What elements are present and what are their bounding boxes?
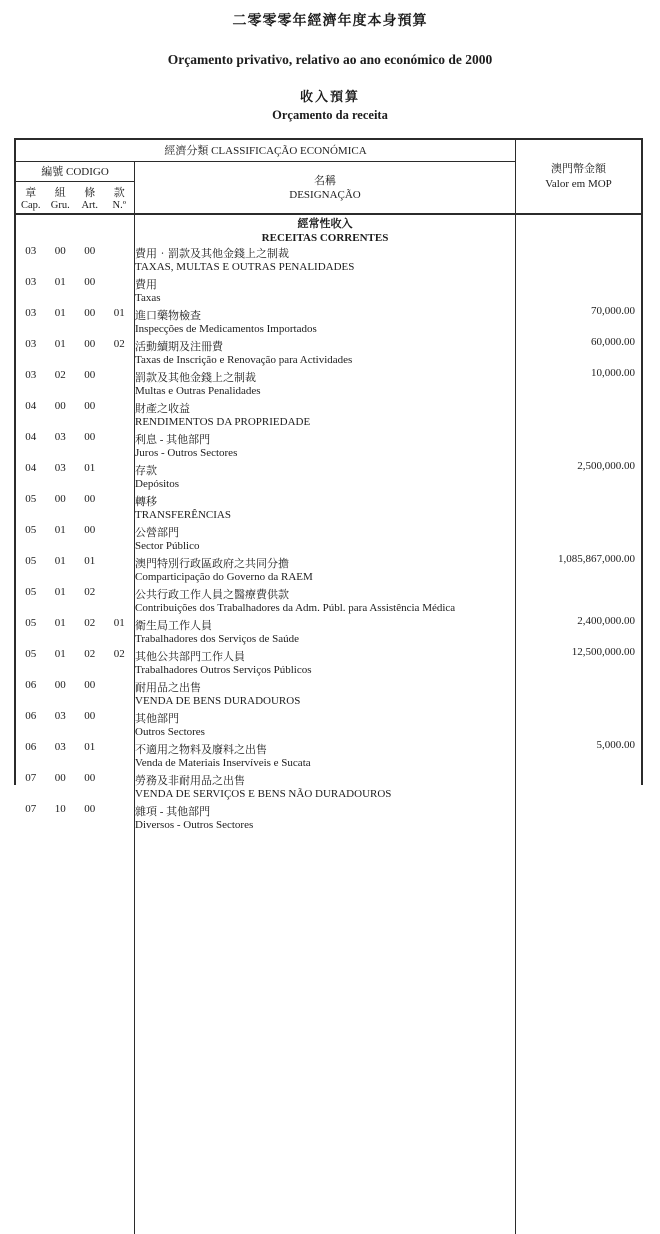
row-codes [16, 710, 135, 738]
row-codes [16, 772, 135, 800]
code-cap: 05 [25, 555, 37, 567]
amount-value: 12,500,000.00 [571, 646, 635, 658]
code-n [105, 741, 135, 754]
code-cap: 06 [25, 741, 37, 753]
designation-zh: 其他部門 [135, 713, 179, 725]
row-codes [16, 276, 135, 304]
code-subcolumn-headers [16, 182, 134, 213]
table-row [16, 803, 641, 834]
code-n: 01 [113, 307, 125, 319]
row-amount [515, 803, 641, 831]
amount-label-pt: Valor em MOP [545, 177, 612, 190]
code-cap: 07 [25, 772, 37, 784]
designation-zh: 進口藥物檢查 [135, 310, 201, 322]
table-row [16, 431, 641, 462]
table-header [16, 140, 641, 215]
code-n [105, 555, 135, 568]
row-amount [515, 679, 641, 707]
code-gru: 00 [54, 245, 66, 257]
code-art: 00 [84, 400, 96, 412]
row-designation [135, 741, 515, 769]
code-art: 00 [84, 710, 96, 722]
col-art-zh: 條 [84, 187, 96, 199]
row-codes [16, 555, 135, 583]
designation-zh: 費用 [135, 279, 157, 291]
row-codes [16, 400, 135, 428]
code-art: 00 [84, 245, 96, 257]
section-title-pt: RECEITAS CORRENTES [261, 231, 389, 244]
row-designation [135, 245, 515, 273]
designation-pt: Multas e Outras Penalidades [135, 385, 261, 397]
code-art: 01 [84, 555, 96, 567]
col-cap-zh: 章 [25, 187, 37, 199]
code-gru: 00 [54, 679, 66, 691]
code-art: 01 [84, 741, 96, 753]
row-amount [515, 493, 641, 521]
code-cap: 07 [25, 803, 37, 815]
row-codes [16, 524, 135, 552]
code-cap: 03 [25, 307, 37, 319]
row-amount [515, 586, 641, 614]
code-n: 01 [113, 617, 125, 629]
designation-zh: 罰款及其他金錢上之制裁 [135, 372, 256, 384]
designation-pt: Comparticipação do Governo da RAEM [135, 571, 313, 583]
row-designation [135, 710, 515, 738]
designation-zh: 轉移 [135, 496, 157, 508]
row-codes [16, 648, 135, 676]
row-amount [515, 307, 641, 335]
row-codes [16, 741, 135, 769]
code-n [105, 493, 135, 506]
table-row [16, 617, 641, 648]
table-row [16, 648, 641, 679]
designation-zh: 耐用品之出售 [135, 682, 201, 694]
designation-pt: Sector Público [135, 540, 200, 552]
table-row [16, 307, 641, 338]
designation-zh: 活動續期及注冊費 [135, 341, 223, 353]
code-cap: 05 [25, 586, 37, 598]
amount-header [515, 140, 641, 213]
code-gru: 00 [54, 493, 66, 505]
row-designation [135, 648, 515, 676]
designation-pt: Taxas de Inscrição e Renovação para Actividades [135, 354, 353, 366]
row-codes [16, 338, 135, 366]
designation-pt: Venda de Materiais Inservíveis e Sucata [135, 757, 311, 769]
code-gru: 02 [54, 369, 66, 381]
section-title-zh: 經常性收入 [297, 218, 353, 230]
codigo-label-pt: CODIGO [65, 166, 109, 178]
row-designation [135, 276, 515, 304]
codigo-label [16, 162, 134, 182]
designation-zh: 費用‧罰款及其他金錢上之制裁 [135, 248, 289, 260]
designation-pt: TRANSFERÊNCIAS [135, 509, 231, 521]
designation-pt: Juros - Outros Sectores [135, 447, 238, 459]
code-cap: 03 [25, 369, 37, 381]
designation-pt: Trabalhadores Outros Serviços Públicos [135, 664, 312, 676]
row-codes [16, 617, 135, 645]
code-n [105, 245, 135, 258]
row-amount [515, 524, 641, 552]
amount-value: 70,000.00 [591, 305, 635, 317]
row-amount [515, 400, 641, 428]
code-cap: 05 [25, 524, 37, 536]
table-row [16, 741, 641, 772]
table-row [16, 245, 641, 276]
row-designation [135, 400, 515, 428]
row-codes [16, 803, 135, 831]
section-title [135, 215, 515, 245]
designation-pt: Diversos - Outros Sectores [135, 819, 254, 831]
row-designation [135, 493, 515, 521]
code-art: 02 [84, 586, 96, 598]
code-art: 00 [84, 803, 96, 815]
row-designation [135, 431, 515, 459]
code-cap: 03 [25, 245, 37, 257]
table-row [16, 400, 641, 431]
code-gru: 03 [54, 741, 66, 753]
row-codes [16, 462, 135, 490]
code-gru: 03 [54, 431, 66, 443]
code-n [105, 369, 135, 382]
designation-zh: 存款 [135, 465, 157, 477]
section-header-row [16, 215, 641, 245]
designation-pt: Depósitos [135, 478, 179, 490]
col-n-pt: N.º [112, 200, 126, 211]
row-amount [515, 741, 641, 769]
code-gru: 01 [54, 307, 66, 319]
row-codes [16, 679, 135, 707]
amount-value: 2,400,000.00 [577, 615, 635, 627]
code-n [105, 400, 135, 413]
designation-zh: 利息 - 其他部門 [135, 434, 211, 446]
code-n [105, 431, 135, 444]
designation-label-zh: 名稱 [314, 174, 336, 187]
code-art: 02 [84, 617, 96, 629]
col-gru-pt: Gru. [50, 200, 70, 211]
row-codes [16, 245, 135, 273]
code-n [105, 462, 135, 475]
classification-label-pt: CLASSIFICAÇÃO ECONÓMICA [211, 145, 367, 157]
economic-classification-header [16, 140, 515, 162]
designation-pt: Contribuições dos Trabalhadores da Adm. Públ. para Assistência Médica [135, 602, 456, 614]
designation-pt: Taxas [135, 292, 161, 304]
designation-pt: Trabalhadores dos Serviços de Saúde [135, 633, 299, 645]
code-cap: 04 [25, 462, 37, 474]
code-cap: 05 [25, 617, 37, 629]
designation-zh: 不適用之物料及廢料之出售 [135, 744, 267, 756]
code-n [105, 276, 135, 289]
code-art: 00 [84, 307, 96, 319]
code-cap: 06 [25, 679, 37, 691]
code-art: 00 [84, 369, 96, 381]
amount-value: 5,000.00 [596, 739, 635, 751]
amount-value: 60,000.00 [591, 336, 635, 348]
code-gru: 01 [54, 276, 66, 288]
col-gru-zh: 組 [54, 187, 66, 199]
table-row [16, 338, 641, 369]
code-n [105, 803, 135, 816]
code-gru: 01 [54, 586, 66, 598]
row-designation [135, 307, 515, 335]
document-title-zh: 二零零零年經濟年度本身預算 [232, 14, 428, 29]
code-gru: 01 [54, 648, 66, 660]
code-art: 00 [84, 431, 96, 443]
table-row [16, 524, 641, 555]
designation-zh: 財產之收益 [135, 403, 190, 415]
table-row [16, 462, 641, 493]
table-row [16, 493, 641, 524]
row-designation [135, 462, 515, 490]
code-cap: 03 [25, 276, 37, 288]
code-art: 00 [84, 679, 96, 691]
table-row [16, 679, 641, 710]
designation-zh: 公共行政工作人員之醫療費供款 [135, 589, 289, 601]
code-n [105, 710, 135, 723]
code-gru: 01 [54, 338, 66, 350]
row-amount [515, 276, 641, 304]
code-art: 00 [84, 772, 96, 784]
code-cap: 05 [25, 493, 37, 505]
code-art: 00 [84, 276, 96, 288]
code-art: 00 [84, 524, 96, 536]
amount-value: 1,085,867,000.00 [558, 553, 635, 565]
amount-value: 10,000.00 [591, 367, 635, 379]
table-body [16, 215, 641, 834]
code-cap: 04 [25, 400, 37, 412]
designation-zh: 澳門特別行政區政府之共同分擔 [135, 558, 289, 570]
table-row [16, 369, 641, 400]
designation-zh: 勞務及非耐用品之出售 [135, 775, 245, 787]
code-n: 02 [113, 648, 125, 660]
code-gru: 00 [54, 400, 66, 412]
designation-pt: TAXAS, MULTAS E OUTRAS PENALIDADES [135, 261, 355, 273]
row-amount [515, 462, 641, 490]
table-filler [16, 834, 641, 1234]
classification-label-zh: 經濟分類 [164, 145, 209, 157]
row-amount [515, 617, 641, 645]
row-designation [135, 586, 515, 614]
row-codes [16, 493, 135, 521]
code-gru: 00 [54, 772, 66, 784]
row-designation [135, 679, 515, 707]
code-art: 00 [84, 493, 96, 505]
code-cap: 05 [25, 648, 37, 660]
table-row [16, 555, 641, 586]
budget-table [14, 138, 643, 831]
code-art: 00 [84, 338, 96, 350]
code-art: 01 [84, 462, 96, 474]
designation-pt: VENDA DE BENS DURADOUROS [135, 695, 301, 707]
row-amount [515, 245, 641, 273]
table-row [16, 586, 641, 617]
code-gru: 03 [54, 710, 66, 722]
col-n-zh: 款 [113, 187, 125, 199]
designation-pt: Outros Sectores [135, 726, 205, 738]
row-designation [135, 338, 515, 366]
code-header [16, 162, 135, 213]
code-art: 02 [84, 648, 96, 660]
code-n [105, 586, 135, 599]
row-codes [16, 307, 135, 335]
code-gru: 01 [54, 524, 66, 536]
code-n: 02 [113, 338, 125, 350]
col-art-pt: Art. [81, 200, 99, 211]
designation-zh: 雜項 - 其他部門 [135, 806, 211, 818]
row-designation [135, 555, 515, 583]
code-gru: 01 [54, 555, 66, 567]
row-amount [515, 338, 641, 366]
row-amount [515, 710, 641, 738]
designation-header [135, 162, 515, 213]
receipts-subtitle-zh: 收入預算 [299, 89, 360, 104]
designation-zh: 公營部門 [135, 527, 179, 539]
page-header [0, 10, 660, 123]
row-codes [16, 586, 135, 614]
code-cap: 04 [25, 431, 37, 443]
document-title-pt: Orçamento privativo, relativo ao ano económico de 2000 [167, 52, 493, 67]
row-designation [135, 772, 515, 800]
designation-pt: Inspecções de Medicamentos Importados [135, 323, 317, 335]
code-n [105, 772, 135, 785]
row-amount [515, 555, 641, 583]
code-n [105, 524, 135, 537]
code-gru: 01 [54, 617, 66, 629]
amount-label-zh: 澳門幣金額 [551, 162, 606, 175]
designation-label-pt: DESIGNAÇÃO [289, 188, 361, 201]
designation-pt: RENDIMENTOS DA PROPRIEDADE [135, 416, 311, 428]
table-row [16, 276, 641, 307]
row-codes [16, 369, 135, 397]
designation-zh: 衛生局工作人員 [135, 620, 212, 632]
code-cap: 06 [25, 710, 37, 722]
receipts-subtitle-pt: Orçamento da receita [272, 108, 388, 122]
row-amount [515, 772, 641, 800]
designation-zh: 其他公共部門工作人員 [135, 651, 245, 663]
row-designation [135, 524, 515, 552]
row-codes [16, 431, 135, 459]
amount-value: 2,500,000.00 [577, 460, 635, 472]
document-page [0, 10, 660, 831]
designation-pt: VENDA DE SERVIÇOS E BENS NÃO DURADOUROS [135, 788, 392, 800]
row-designation [135, 803, 515, 831]
col-cap-pt: Cap. [20, 200, 41, 211]
table-row [16, 772, 641, 803]
code-gru: 03 [54, 462, 66, 474]
row-amount [515, 369, 641, 397]
code-n [105, 679, 135, 692]
row-amount [515, 648, 641, 676]
row-amount [515, 431, 641, 459]
code-cap: 03 [25, 338, 37, 350]
codigo-label-zh: 編號 [41, 166, 64, 178]
row-designation [135, 617, 515, 645]
code-gru: 10 [54, 803, 66, 815]
table-row [16, 710, 641, 741]
row-designation [135, 369, 515, 397]
